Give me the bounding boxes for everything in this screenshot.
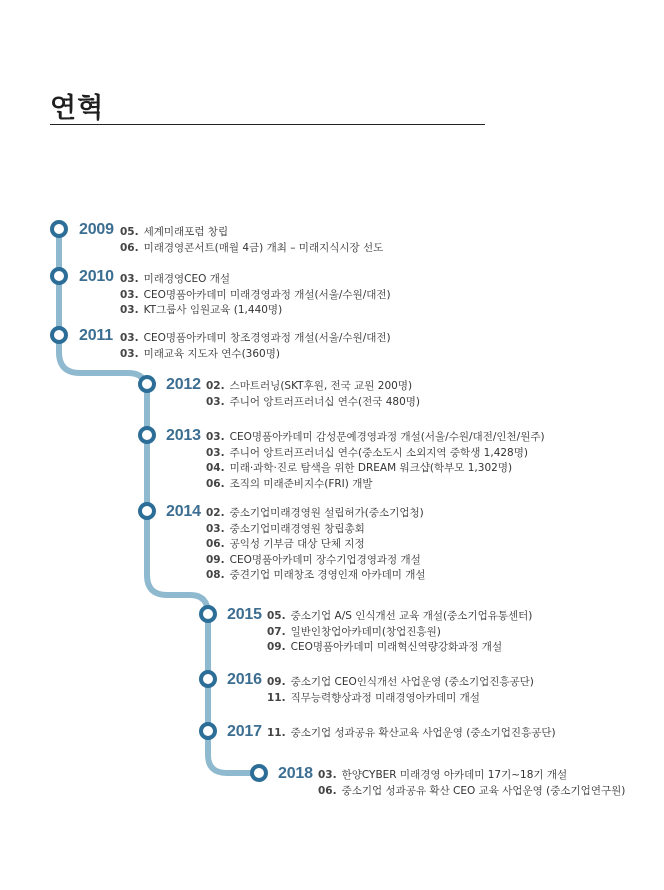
event-list: [206, 430, 545, 492]
event-list: [120, 272, 391, 319]
event-item: [267, 691, 534, 707]
event-month: 03.: [120, 347, 139, 360]
event-item: [267, 609, 532, 625]
event-text: 주니어 앙트러프러너십 연수(중소도시 소외지역 중학생 1,428명): [229, 446, 528, 459]
year-label: 2010: [79, 268, 114, 285]
event-item: [267, 640, 532, 656]
event-text: 중소기업 CEO인식개선 사업운영 (중소기업진흥공단): [290, 676, 534, 688]
event-text: 주니어 앙트러프러너십 연수(전국 480명): [229, 395, 421, 408]
event-item: [206, 477, 545, 493]
timeline-node-2009: [52, 222, 66, 236]
event-month: 02.: [206, 507, 225, 519]
year-label: 2016: [227, 671, 262, 688]
event-text: 중소기업 A/S 인식개선 교육 개설(중소기업유통센터): [290, 610, 533, 622]
timeline-node-2015: [201, 607, 215, 621]
timeline-node-2013: [140, 428, 154, 442]
event-month: 06.: [318, 784, 337, 797]
event-text: 미래경영콘서트(매월 4금) 개최 – 미래지식시장 선도: [143, 241, 384, 254]
event-month: 03.: [120, 304, 139, 316]
event-text: 중견기업 미래창조 경영인재 아카데미 개설: [229, 569, 426, 581]
event-month: 03.: [120, 332, 139, 344]
year-label: 2018: [278, 765, 313, 782]
event-month: 05.: [120, 226, 139, 238]
event-text: 공익성 기부금 대상 단체 지정: [229, 538, 365, 550]
event-text: 미래경영CEO 개설: [143, 273, 231, 285]
event-month: 03.: [206, 431, 225, 443]
timeline-node-2017: [201, 724, 215, 738]
event-month: 03.: [206, 395, 225, 408]
event-month: 02.: [206, 380, 225, 392]
event-item: [120, 272, 391, 288]
event-month: 03.: [206, 522, 225, 535]
event-text: 미래교육 지도자 연수(360명): [143, 347, 280, 360]
event-list: [206, 379, 420, 410]
event-list: [318, 768, 625, 799]
event-text: 한양CYBER 미래경영 아카데미 17기~18기 개설: [341, 769, 568, 781]
event-text: 중소기업미래경영원 설립허가(중소기업청): [229, 507, 424, 519]
event-text: 일반인창업아카데미(창업진흥원): [290, 625, 441, 638]
year-label: 2015: [227, 606, 262, 623]
event-list: [120, 225, 383, 256]
event-item: [206, 522, 426, 538]
event-item: [206, 506, 426, 522]
event-item: [120, 241, 383, 257]
event-item: [120, 303, 391, 319]
event-month: 03.: [318, 769, 337, 781]
event-month: 03.: [120, 273, 139, 285]
year-label: 2017: [227, 723, 262, 740]
event-text: CEO명품아카데미 장수기업경영과정 개설: [229, 553, 421, 566]
event-item: [267, 726, 556, 742]
year-label: 2012: [166, 376, 201, 393]
event-item: [120, 225, 383, 241]
timeline-node-2018: [252, 766, 266, 780]
event-list: [267, 609, 532, 656]
timeline-node-2012: [140, 377, 154, 391]
event-month: 04.: [206, 462, 225, 474]
event-month: 06.: [206, 477, 225, 490]
event-month: 03.: [206, 446, 225, 459]
page-title: 연혁: [50, 93, 105, 124]
event-item: [206, 446, 545, 462]
event-item: [206, 553, 426, 569]
event-item: [206, 537, 426, 553]
event-item: [206, 568, 426, 584]
event-text: CEO명품아카데미 감성문예경영과정 개설(서울/수원/대전/인천/원주): [229, 431, 545, 443]
event-text: 미래·과학·진로 탐색을 위한 DREAM 워크샵(학부모 1,302명): [229, 462, 513, 474]
event-list: [206, 506, 426, 584]
event-list: [120, 331, 391, 362]
event-text: 중소기업미래경영원 창립총회: [229, 522, 365, 535]
event-text: CEO명품아카데미 미래혁신역량강화과정 개설: [290, 641, 503, 653]
event-item: [120, 288, 391, 304]
event-month: 06.: [206, 538, 225, 550]
event-item: [318, 768, 625, 784]
event-list: [267, 726, 556, 742]
event-text: 중소기업 성과공유 확산교육 사업운영 (중소기업진흥공단): [290, 727, 556, 739]
event-month: 05.: [267, 610, 286, 622]
timeline-node-2010: [52, 269, 66, 283]
event-item: [206, 461, 545, 477]
event-month: 03.: [120, 288, 139, 301]
event-month: 08.: [206, 569, 225, 581]
event-month: 06.: [120, 241, 139, 254]
event-text: 세계미래포럼 창립: [143, 226, 229, 238]
timeline-node-2011: [52, 328, 66, 342]
event-text: KT그룹사 임원교육 (1,440명): [143, 304, 283, 316]
event-text: CEO명품아카데미 미래경영과정 개설(서울/수원/대전): [143, 288, 391, 301]
year-label: 2014: [166, 503, 201, 520]
event-text: 중소기업 성과공유 확산 CEO 교육 사업운영 (중소기업연구원): [341, 784, 626, 797]
event-item: [120, 347, 391, 363]
year-label: 2013: [166, 427, 201, 444]
event-month: 09.: [267, 641, 286, 653]
event-item: [206, 430, 545, 446]
event-item: [120, 331, 391, 347]
event-item: [267, 675, 534, 691]
event-text: 직무능력향상과정 미래경영아카데미 개설: [290, 691, 480, 704]
timeline-node-2016: [201, 672, 215, 686]
event-month: 07.: [267, 625, 286, 638]
event-text: CEO명품아카데미 창조경영과정 개설(서울/수원/대전): [143, 332, 391, 344]
event-month: 09.: [206, 553, 225, 566]
event-month: 09.: [267, 676, 286, 688]
event-text: 스마트러닝(SKT후원, 전국 교원 200명): [229, 380, 413, 392]
event-text: 조직의 미래준비지수(FRI) 개발: [229, 477, 373, 490]
year-label: 2009: [79, 221, 114, 238]
event-item: [206, 395, 420, 411]
timeline-node-2014: [140, 504, 154, 518]
year-label: 2011: [79, 327, 113, 344]
event-item: [206, 379, 420, 395]
event-month: 11.: [267, 691, 286, 704]
event-month: 11.: [267, 727, 286, 739]
event-item: [318, 784, 625, 800]
event-list: [267, 675, 534, 706]
event-item: [267, 625, 532, 641]
